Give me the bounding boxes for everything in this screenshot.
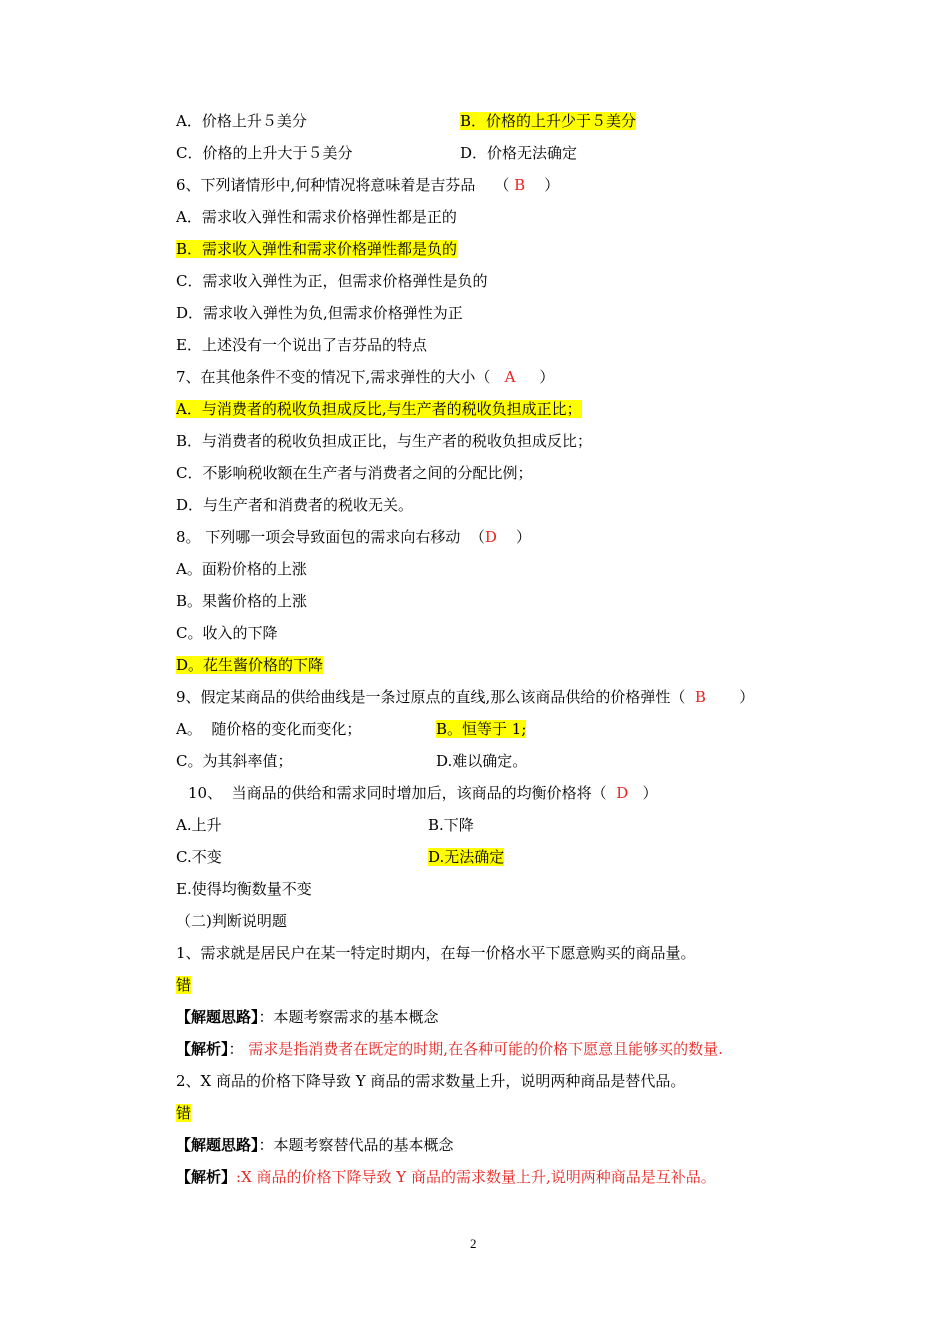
tf2-analysis-text: :X 商品的价格下降导致 Y 商品的需求数量上升,说明两种商品是互补品。	[236, 1168, 716, 1186]
q10-stem: 10、 当商品的供给和需求同时增加后，该商品的均衡价格将	[188, 784, 592, 802]
q6-option-b-highlight: B．需求收入弹性和需求价格弹性都是负的	[176, 240, 458, 258]
q9-option-b-highlight: B。恒等于 1;	[436, 720, 527, 738]
q6-option-d: D．需求收入弹性为负,但需求价格弹性为正	[176, 304, 463, 322]
q7-option-b: B．与消费者的税收负担成正比，与生产者的税收负担成反比；	[176, 432, 593, 450]
q8-option-d-highlight: D。花生酱价格的下降	[176, 656, 324, 674]
q6-option-c: C．需求收入弹性为正，但需求价格弹性是负的	[176, 272, 488, 290]
q9-option-b	[436, 718, 526, 740]
q7-option-a	[176, 398, 582, 420]
tf1-stem: 1、需求就是居民户在某一特定时期内，在每一价格水平下愿意购买的商品量。	[176, 944, 696, 962]
q6-option-e: E．上述没有一个说出了吉芬品的特点	[176, 336, 427, 354]
q9-option-a: A。 随价格的变化而变化；	[176, 720, 362, 738]
tf2-analysis-label: 【解析】	[176, 1168, 237, 1186]
q7-option-c: C．不影响税收额在生产者与消费者之间的分配比例；	[176, 464, 533, 482]
tf1-verdict-highlight: 错	[176, 976, 192, 994]
q6-option-a: A．需求收入弹性和需求价格弹性都是正的	[176, 208, 457, 226]
q10-option-e: E.使得均衡数量不变	[176, 880, 312, 898]
q6-stem-line: 6、下列诸情形中,何种情况将意味着是吉芬品 （ B ）	[176, 176, 560, 194]
q7-option-d: D．与生产者和消费者的税收无关。	[176, 496, 414, 514]
tf2-verdict	[176, 1102, 191, 1124]
q5-option-a: A．价格上升５美分	[176, 112, 307, 130]
tf1-idea	[176, 1006, 439, 1028]
q7-stem-line: 7、在其他条件不变的情况下,需求弹性的大小（ A ）	[176, 368, 555, 386]
q8-option-d	[176, 654, 323, 676]
tf2-analysis	[176, 1166, 716, 1188]
q5-option-b-highlight: B．价格的上升少于５美分	[460, 112, 637, 130]
page-number: 2	[470, 1236, 477, 1251]
q7-answer: A	[504, 368, 516, 386]
q6-option-b	[176, 238, 457, 260]
tf1-idea-label: 【解题思路】	[176, 1008, 259, 1026]
q6-answer: B	[514, 176, 526, 194]
q10-option-d-highlight: D.无法确定	[428, 848, 505, 866]
q9-stem: 9、假定某商品的供给曲线是一条过原点的直线,那么该商品供给的价格弹性	[176, 688, 671, 706]
tf2-idea-label: 【解题思路】	[176, 1136, 259, 1154]
q10-answer: D	[616, 784, 629, 802]
section-title: （二)判断说明题	[176, 912, 287, 930]
q8-option-a: A。面粉价格的上涨	[176, 560, 307, 578]
q9-stem-line: 9、假定某商品的供给曲线是一条过原点的直线,那么该商品供给的价格弹性（ B ）	[176, 688, 755, 706]
q5-option-d: D．价格无法确定	[460, 144, 578, 162]
q10-option-a: A.上升	[176, 816, 222, 834]
tf1-idea-text: ：本题考察需求的基本概念	[258, 1008, 439, 1026]
q9-option-c: C。为其斜率值；	[176, 752, 293, 770]
q10-stem-line: 10、 当商品的供给和需求同时增加后，该商品的均衡价格将（ D ）	[188, 784, 658, 802]
tf1-verdict	[176, 974, 191, 996]
q8-option-c: C。收入的下降	[176, 624, 278, 642]
tf1-analysis: 【解析】： 需求是指消费者在既定的时期,在各种可能的价格下愿意且能够买的数量.	[176, 1040, 723, 1058]
q8-stem: 8。 下列哪一项会导致面包的需求向右移动	[176, 528, 461, 546]
tf1-analysis-text: 需求是指消费者在既定的时期,在各种可能的价格下愿意且能够买的数量.	[248, 1040, 723, 1058]
tf2-idea	[176, 1134, 454, 1156]
tf2-stem: 2、X 商品的价格下降导致 Y 商品的需求数量上升，说明两种商品是替代品。	[176, 1072, 686, 1090]
q10-option-d	[428, 846, 504, 868]
q10-option-c: C.不变	[176, 848, 222, 866]
q8-option-b: B。果酱价格的上涨	[176, 592, 308, 610]
q7-option-a-highlight: A．与消费者的税收负担成反比,与生产者的税收负担成正比；	[176, 400, 582, 418]
tf2-verdict-highlight: 错	[176, 1104, 192, 1122]
q6-stem: 6、下列诸情形中,何种情况将意味着是吉芬品	[176, 176, 476, 194]
tf2-idea-text: ：本题考察替代品的基本概念	[258, 1136, 454, 1154]
q9-answer: B	[694, 688, 706, 706]
q10-option-b: B.下降	[428, 816, 474, 834]
q9-option-d: D.难以确定。	[436, 752, 528, 770]
tf1-analysis-label: 【解析】	[176, 1040, 229, 1058]
q5-option-c: C．价格的上升大于５美分	[176, 144, 353, 162]
q8-answer: D	[484, 528, 497, 546]
q5-option-b	[460, 110, 636, 132]
q8-stem-line: 8。 下列哪一项会导致面包的需求向右移动 （D ）	[176, 528, 531, 546]
q7-stem: 7、在其他条件不变的情况下,需求弹性的大小	[176, 368, 476, 386]
